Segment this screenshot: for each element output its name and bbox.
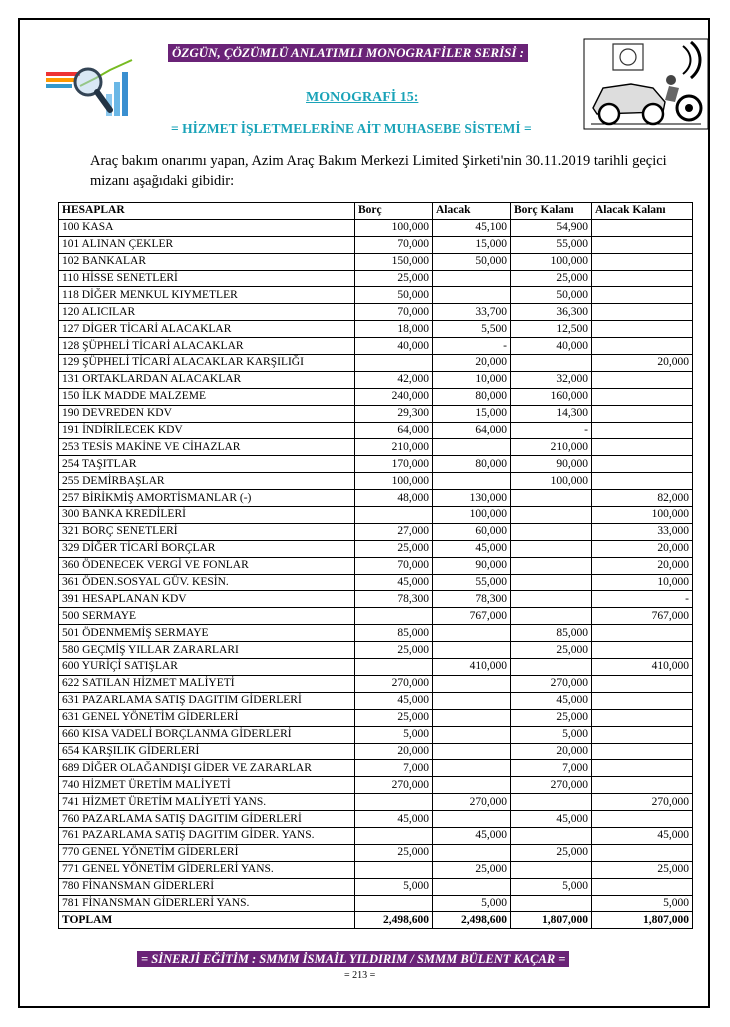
credit-balance-cell (592, 473, 693, 490)
table-row (59, 456, 693, 473)
debit-balance-cell: 25,000 (511, 709, 592, 726)
debit-cell: 5,000 (355, 726, 433, 743)
debit-balance-cell (511, 507, 592, 524)
credit-cell (433, 777, 511, 794)
credit-balance-cell: 20,000 (592, 540, 693, 557)
debit-balance-cell: 45,000 (511, 692, 592, 709)
debit-cell: 7,000 (355, 760, 433, 777)
account-name: 360 ÖDENECEK VERGİ VE FONLAR (59, 557, 355, 574)
credit-cell: 5,000 (433, 895, 511, 912)
debit-balance-cell: 85,000 (511, 625, 592, 642)
debit-balance-cell: 5,000 (511, 878, 592, 895)
debit-balance-cell (511, 490, 592, 507)
debit-cell: 18,000 (355, 321, 433, 338)
debit-balance-cell: 270,000 (511, 675, 592, 692)
credit-balance-cell (592, 270, 693, 287)
account-name: 100 KASA (59, 219, 355, 236)
debit-cell (355, 659, 433, 676)
table-row (59, 760, 693, 777)
account-name: 391 HESAPLANAN KDV (59, 591, 355, 608)
debit-cell (355, 895, 433, 912)
debit-balance-cell (511, 523, 592, 540)
debit-balance-cell: 25,000 (511, 844, 592, 861)
intro-paragraph: Araç bakım onarımı yapan, Azim Araç Bakım Merkezi Limited Şirketi'nin 30.11.2019 tarihli geçici mizanı aşağıdaki gibidir: (90, 153, 667, 189)
credit-cell: 80,000 (433, 388, 511, 405)
account-name: 110 HİSSE SENETLERİ (59, 270, 355, 287)
debit-balance-cell (511, 540, 592, 557)
credit-balance-cell (592, 777, 693, 794)
account-name: 740 HİZMET ÜRETİM MALİYETİ (59, 777, 355, 794)
account-name: 329 DİĞER TİCARİ BORÇLAR (59, 540, 355, 557)
table-row (59, 743, 693, 760)
account-name: 689 DİĞER OLAĞANDIŞI GİDER VE ZARARLAR (59, 760, 355, 777)
account-name: 771 GENEL YÖNETİM GİDERLERİ YANS. (59, 861, 355, 878)
account-name: 321 BORÇ SENETLERİ (59, 523, 355, 540)
account-name: 300 BANKA KREDİLERİ (59, 507, 355, 524)
debit-balance-cell: 210,000 (511, 439, 592, 456)
header-debit-balance: Borç Kalanı (511, 203, 592, 220)
account-name: 120 ALICILAR (59, 304, 355, 321)
credit-cell: 50,000 (433, 253, 511, 270)
debit-cell: 170,000 (355, 456, 433, 473)
header-credit-balance: Alacak Kalanı (592, 203, 693, 220)
magnifier-chart-logo-icon (44, 56, 136, 122)
debit-cell: 64,000 (355, 422, 433, 439)
credit-balance-cell (592, 743, 693, 760)
debit-cell: 210,000 (355, 439, 433, 456)
account-name: 501 ÖDENMEMİŞ SERMAYE (59, 625, 355, 642)
debit-balance-cell: 14,300 (511, 405, 592, 422)
table-row (59, 236, 693, 253)
debit-cell: 25,000 (355, 270, 433, 287)
account-name: 580 GEÇMİŞ YILLAR ZARARLARI (59, 642, 355, 659)
table-row (59, 253, 693, 270)
credit-cell (433, 760, 511, 777)
table-row (59, 574, 693, 591)
debit-cell: 70,000 (355, 304, 433, 321)
table-row (59, 625, 693, 642)
credit-cell: 10,000 (433, 371, 511, 388)
credit-balance-cell (592, 304, 693, 321)
debit-cell: 45,000 (355, 692, 433, 709)
table-row (59, 811, 693, 828)
credit-balance-cell: 410,000 (592, 659, 693, 676)
header-accounts: HESAPLAR (59, 203, 355, 220)
credit-cell (433, 811, 511, 828)
table-row (59, 608, 693, 625)
debit-balance-cell: 54,900 (511, 219, 592, 236)
debit-cell: 48,000 (355, 490, 433, 507)
debit-cell (355, 827, 433, 844)
credit-cell (433, 287, 511, 304)
debit-balance-cell: 7,000 (511, 760, 592, 777)
table-row (59, 844, 693, 861)
debit-balance-cell: 20,000 (511, 743, 592, 760)
total-label: TOPLAM (59, 912, 355, 929)
monograph-subtitle: = HİZMET İŞLETMELERİNE AİT MUHASEBE SİSTEMİ = (171, 121, 532, 136)
credit-cell: 78,300 (433, 591, 511, 608)
account-name: 254 TAŞITLAR (59, 456, 355, 473)
debit-balance-cell: 12,500 (511, 321, 592, 338)
credit-balance-cell: 10,000 (592, 574, 693, 591)
account-name: 780 FİNANSMAN GİDERLERİ (59, 878, 355, 895)
credit-cell (433, 642, 511, 659)
credit-balance-cell: 82,000 (592, 490, 693, 507)
series-banner: ÖZGÜN, ÇÖZÜMLÜ ANLATIMLI MONOGRAFİLER SERİSİ : (168, 44, 528, 62)
debit-balance-cell: 100,000 (511, 473, 592, 490)
debit-cell: 25,000 (355, 642, 433, 659)
debit-cell: 100,000 (355, 219, 433, 236)
debit-balance-cell: 55,000 (511, 236, 592, 253)
debit-balance-cell (511, 557, 592, 574)
table-row (59, 777, 693, 794)
credit-balance-cell: 767,000 (592, 608, 693, 625)
table-row (59, 794, 693, 811)
credit-cell (433, 675, 511, 692)
page-number: = 213 = (344, 970, 376, 981)
debit-balance-cell: 270,000 (511, 777, 592, 794)
credit-cell: 64,000 (433, 422, 511, 439)
debit-balance-cell (511, 355, 592, 372)
table-row (59, 540, 693, 557)
credit-balance-cell (592, 338, 693, 355)
debit-cell: 150,000 (355, 253, 433, 270)
credit-balance-cell (592, 675, 693, 692)
credit-cell: 33,700 (433, 304, 511, 321)
debit-balance-cell: 36,300 (511, 304, 592, 321)
credit-balance-cell (592, 709, 693, 726)
debit-balance-cell: - (511, 422, 592, 439)
debit-cell (355, 608, 433, 625)
account-name: 255 DEMİRBAŞLAR (59, 473, 355, 490)
debit-cell: 25,000 (355, 540, 433, 557)
account-name: 102 BANKALAR (59, 253, 355, 270)
credit-balance-cell (592, 456, 693, 473)
debit-cell: 45,000 (355, 811, 433, 828)
table-row (59, 371, 693, 388)
credit-cell (433, 844, 511, 861)
credit-balance-cell: - (592, 591, 693, 608)
debit-balance-cell (511, 895, 592, 912)
debit-balance-cell (511, 827, 592, 844)
credit-cell (433, 439, 511, 456)
credit-balance-cell (592, 422, 693, 439)
table-row (59, 321, 693, 338)
credit-cell: 767,000 (433, 608, 511, 625)
credit-balance-cell (592, 371, 693, 388)
credit-balance-cell: 45,000 (592, 827, 693, 844)
account-name: 191 İNDİRİLECEK KDV (59, 422, 355, 439)
table-row (59, 557, 693, 574)
debit-balance-cell: 32,000 (511, 371, 592, 388)
account-name: 500 SERMAYE (59, 608, 355, 625)
credit-balance-cell (592, 878, 693, 895)
account-name: 253 TESİS MAKİNE VE CİHAZLAR (59, 439, 355, 456)
debit-balance-cell: 160,000 (511, 388, 592, 405)
table-row (59, 338, 693, 355)
debit-balance-cell: 25,000 (511, 270, 592, 287)
table-row (59, 895, 693, 912)
credit-cell (433, 692, 511, 709)
monograph-title: MONOGRAFİ 15: (306, 90, 419, 105)
table-row (59, 507, 693, 524)
credit-balance-cell (592, 726, 693, 743)
table-row (59, 692, 693, 709)
table-row (59, 219, 693, 236)
credit-cell: 20,000 (433, 355, 511, 372)
account-name: 761 PAZARLAMA SATIŞ DAGITIM GİDER. YANS. (59, 827, 355, 844)
debit-cell: 70,000 (355, 557, 433, 574)
credit-balance-cell (592, 439, 693, 456)
table-header-row (59, 203, 693, 220)
credit-cell (433, 473, 511, 490)
account-name: 631 PAZARLAMA SATIŞ DAGITIM GİDERLERİ (59, 692, 355, 709)
debit-cell: 20,000 (355, 743, 433, 760)
account-name: 760 PAZARLAMA SATIŞ DAGITIM GİDERLERİ (59, 811, 355, 828)
credit-cell (433, 709, 511, 726)
table-row (59, 675, 693, 692)
table-row (59, 287, 693, 304)
credit-balance-cell: 33,000 (592, 523, 693, 540)
debit-cell: 27,000 (355, 523, 433, 540)
credit-balance-cell (592, 692, 693, 709)
account-name: 660 KISA VADELİ BORÇLANMA GİDERLERİ (59, 726, 355, 743)
credit-balance-cell: 5,000 (592, 895, 693, 912)
credit-cell: - (433, 338, 511, 355)
credit-balance-cell (592, 844, 693, 861)
credit-cell: 25,000 (433, 861, 511, 878)
debit-cell: 45,000 (355, 574, 433, 591)
credit-balance-cell (592, 811, 693, 828)
table-row (59, 304, 693, 321)
debit-balance-cell (511, 794, 592, 811)
credit-balance-cell (592, 642, 693, 659)
credit-cell: 45,000 (433, 540, 511, 557)
header-debit: Borç (355, 203, 433, 220)
credit-cell: 100,000 (433, 507, 511, 524)
credit-cell: 270,000 (433, 794, 511, 811)
table-row (59, 523, 693, 540)
account-name: 127 DİGER TİCARİ ALACAKLAR (59, 321, 355, 338)
credit-cell: 60,000 (433, 523, 511, 540)
account-name: 257 BİRİKMİŞ AMORTİSMANLAR (-) (59, 490, 355, 507)
trial-balance-table (58, 202, 693, 929)
debit-cell: 270,000 (355, 777, 433, 794)
debit-balance-cell: 90,000 (511, 456, 592, 473)
debit-balance-cell (511, 659, 592, 676)
debit-cell: 78,300 (355, 591, 433, 608)
credit-balance-cell (592, 253, 693, 270)
debit-cell: 29,300 (355, 405, 433, 422)
debit-cell (355, 507, 433, 524)
debit-balance-cell: 50,000 (511, 287, 592, 304)
table-row (59, 709, 693, 726)
credit-cell: 55,000 (433, 574, 511, 591)
credit-balance-cell (592, 321, 693, 338)
account-name: 770 GENEL YÖNETİM GİDERLERİ (59, 844, 355, 861)
credit-balance-cell (592, 287, 693, 304)
table-row (59, 659, 693, 676)
total-credit-balance-cell: 1,807,000 (592, 912, 693, 929)
debit-cell: 240,000 (355, 388, 433, 405)
credit-balance-cell (592, 760, 693, 777)
table-row (59, 439, 693, 456)
header-credit: Alacak (433, 203, 511, 220)
credit-cell (433, 743, 511, 760)
credit-balance-cell (592, 219, 693, 236)
credit-balance-cell: 20,000 (592, 355, 693, 372)
table-row (59, 405, 693, 422)
debit-cell: 42,000 (355, 371, 433, 388)
credit-cell: 5,500 (433, 321, 511, 338)
debit-balance-cell: 40,000 (511, 338, 592, 355)
account-name: 622 SATILAN HİZMET MALİYETİ (59, 675, 355, 692)
debit-cell (355, 861, 433, 878)
debit-balance-cell (511, 591, 592, 608)
credit-balance-cell: 100,000 (592, 507, 693, 524)
account-name: 190 DEVREDEN KDV (59, 405, 355, 422)
credit-cell: 15,000 (433, 236, 511, 253)
table-row (59, 591, 693, 608)
debit-cell: 40,000 (355, 338, 433, 355)
table-row (59, 490, 693, 507)
credit-cell (433, 625, 511, 642)
debit-cell: 270,000 (355, 675, 433, 692)
table-row (59, 827, 693, 844)
debit-balance-cell: 100,000 (511, 253, 592, 270)
debit-balance-cell (511, 608, 592, 625)
credit-cell: 45,000 (433, 827, 511, 844)
total-debit-cell: 2,498,600 (355, 912, 433, 929)
credit-cell: 80,000 (433, 456, 511, 473)
table-row (59, 878, 693, 895)
account-name: 600 YURİÇİ SATIŞLAR (59, 659, 355, 676)
credit-cell (433, 726, 511, 743)
debit-cell: 70,000 (355, 236, 433, 253)
credit-balance-cell (592, 625, 693, 642)
footer-credit-banner: = SİNERJİ EĞİTİM : SMMM İSMAİL YILDIRIM / SMMM BÜLENT KAÇAR = (137, 951, 569, 967)
account-name: 150 İLK MADDE MALZEME (59, 388, 355, 405)
credit-balance-cell (592, 388, 693, 405)
account-name: 741 HİZMET ÜRETİM MALİYETİ YANS. (59, 794, 355, 811)
table-row (59, 473, 693, 490)
account-name: 101 ALINAN ÇEKLER (59, 236, 355, 253)
table-row (59, 270, 693, 287)
account-name: 361 ÖDEN.SOSYAL GÜV. KESİN. (59, 574, 355, 591)
account-name: 128 ŞÜPHELİ TİCARİ ALACAKLAR (59, 338, 355, 355)
debit-cell: 5,000 (355, 878, 433, 895)
table-row (59, 861, 693, 878)
credit-balance-cell (592, 236, 693, 253)
total-row (59, 912, 693, 929)
account-name: 129 ŞÜPHELİ TİCARİ ALACAKLAR KARŞILIĞI (59, 355, 355, 372)
account-name: 131 ORTAKLARDAN ALACAKLAR (59, 371, 355, 388)
credit-cell: 45,100 (433, 219, 511, 236)
debit-cell: 85,000 (355, 625, 433, 642)
debit-cell (355, 794, 433, 811)
debit-balance-cell (511, 861, 592, 878)
table-row (59, 726, 693, 743)
car-mechanic-illustration-icon (583, 38, 709, 130)
debit-cell: 100,000 (355, 473, 433, 490)
debit-cell: 25,000 (355, 709, 433, 726)
account-name: 118 DİĞER MENKUL KIYMETLER (59, 287, 355, 304)
total-debit-balance-cell: 1,807,000 (511, 912, 592, 929)
credit-cell: 15,000 (433, 405, 511, 422)
table-row (59, 388, 693, 405)
credit-balance-cell: 270,000 (592, 794, 693, 811)
table-row (59, 422, 693, 439)
table-row (59, 355, 693, 372)
credit-cell (433, 878, 511, 895)
account-name: 781 FİNANSMAN GİDERLERİ YANS. (59, 895, 355, 912)
credit-cell: 410,000 (433, 659, 511, 676)
credit-cell (433, 270, 511, 287)
account-name: 631 GENEL YÖNETİM GİDERLERİ (59, 709, 355, 726)
credit-balance-cell (592, 405, 693, 422)
account-name: 654 KARŞILIK GİDERLERİ (59, 743, 355, 760)
debit-cell: 25,000 (355, 844, 433, 861)
credit-balance-cell: 25,000 (592, 861, 693, 878)
table-row (59, 642, 693, 659)
debit-cell: 50,000 (355, 287, 433, 304)
credit-cell: 90,000 (433, 557, 511, 574)
credit-balance-cell: 20,000 (592, 557, 693, 574)
total-credit-cell: 2,498,600 (433, 912, 511, 929)
debit-balance-cell (511, 574, 592, 591)
debit-balance-cell: 25,000 (511, 642, 592, 659)
credit-cell: 130,000 (433, 490, 511, 507)
debit-balance-cell: 5,000 (511, 726, 592, 743)
debit-cell (355, 355, 433, 372)
debit-balance-cell: 45,000 (511, 811, 592, 828)
